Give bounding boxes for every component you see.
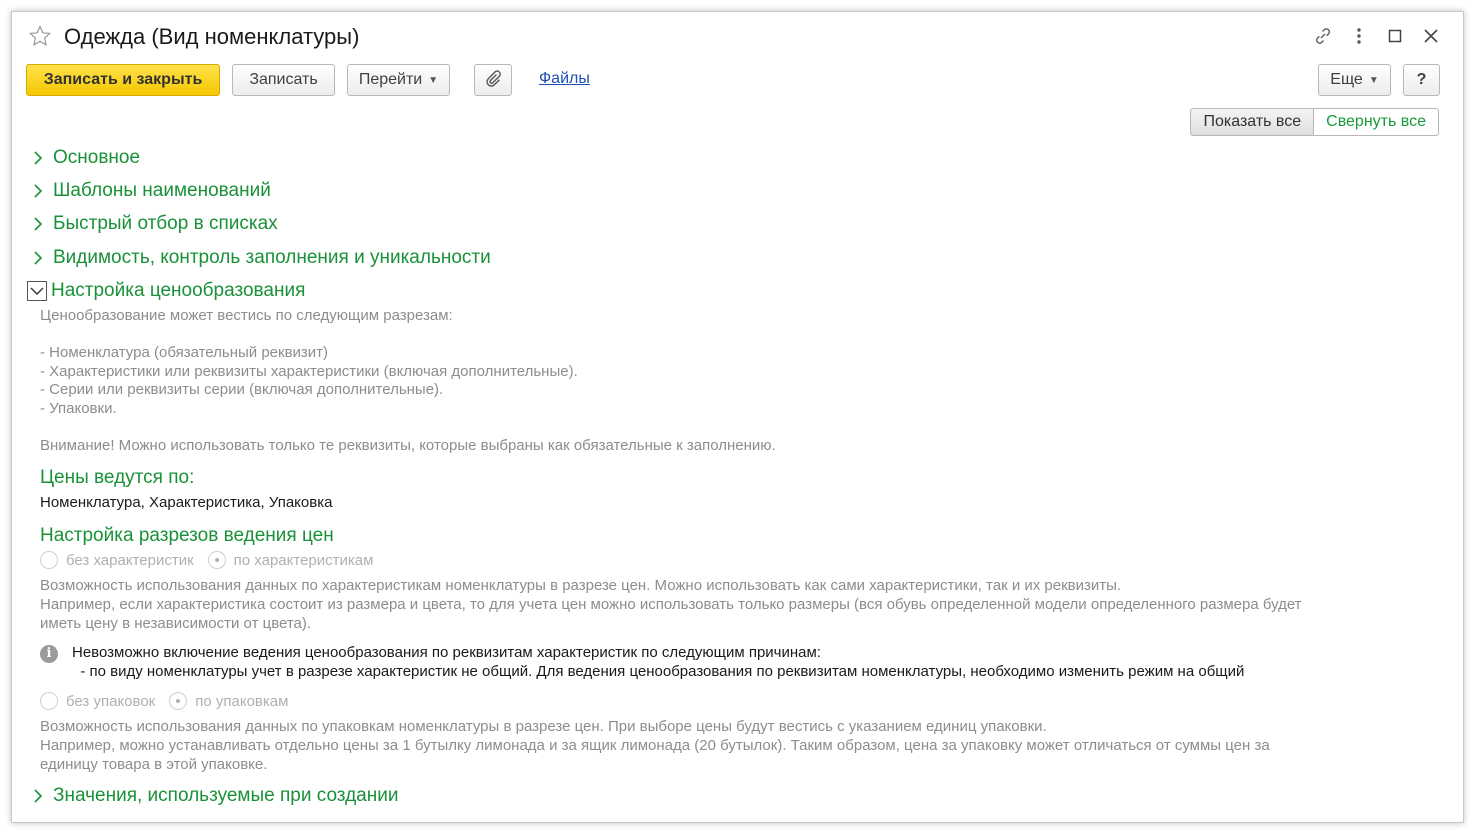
packages-radio-group: [40, 692, 302, 710]
pricing-intro: Ценообразование может вестись по следующим разрезам:: [40, 307, 453, 324]
group-quick-filter-label: Быстрый отбор в списках: [53, 213, 278, 234]
characteristics-description: иметь цену в независимости от цвета).: [40, 615, 312, 632]
group-visibility[interactable]: [30, 247, 491, 269]
goto-button[interactable]: [347, 64, 450, 96]
characteristics-description: Например, если характеристика состоит из размера и цвета, то для учета цен можно использовать только размеры (вся обувь определенной модели определенного размера будет: [40, 596, 1302, 613]
radio-by-packages[interactable]: [169, 692, 187, 710]
goto-label: Перейти: [358, 71, 423, 88]
radio-label: по характеристикам: [233, 551, 374, 569]
files-link[interactable]: Файлы: [539, 70, 590, 87]
slices-title: Настройка разрезов ведения цен: [40, 525, 334, 546]
more-label: Еще: [1330, 71, 1363, 88]
chevron-right-icon: [30, 150, 46, 166]
chevron-down-icon: ▼: [1368, 74, 1379, 86]
command-bar: [26, 64, 1463, 98]
packages-description: Например, можно устанавливать отдельно цены за 1 бутылку лимонада и за ящик лимонада (20 бутылок). Таким образом, цена за упаковку может отличаться от суммы цен за: [40, 737, 1270, 754]
maximize-icon[interactable]: [1377, 24, 1413, 48]
group-pricing[interactable]: [27, 280, 305, 302]
expand-collapse-group: [1190, 108, 1439, 136]
group-name-templates[interactable]: [30, 180, 271, 202]
form-title: Одежда (Вид номенклатуры): [64, 24, 360, 49]
radio-without-characteristics[interactable]: [40, 551, 58, 569]
form-window: [11, 11, 1464, 823]
show-all-button[interactable]: Показать все: [1190, 108, 1314, 136]
pricing-list-item: - Упаковки.: [40, 400, 117, 417]
chevron-right-icon: [30, 788, 46, 804]
pricing-list-item: - Серии или реквизиты серии (включая дополнительные).: [40, 381, 444, 398]
window-controls: [1305, 24, 1449, 48]
group-name-templates-label: Шаблоны наименований: [53, 180, 271, 201]
group-creation-values-label: Значения, используемые при создании: [53, 785, 399, 806]
close-icon[interactable]: [1413, 24, 1449, 48]
characteristics-description: Возможность использования данных по характеристикам номенклатуры в разрезе цен. Можно использовать как сами характеристики, так и их реквизиты.: [40, 577, 1122, 594]
chevron-right-icon: [30, 250, 46, 266]
radio-label: без упаковок: [66, 692, 156, 710]
characteristics-radio-group: [40, 551, 387, 569]
radio-label: без характеристик: [66, 551, 194, 569]
link-icon[interactable]: [1305, 24, 1341, 48]
chevron-right-icon: [30, 216, 46, 232]
save-button[interactable]: Записать: [232, 64, 335, 96]
prices-by-title: Цены ведутся по:: [40, 467, 195, 488]
chevron-down-icon: ▼: [428, 74, 439, 86]
pricing-list-item: - Номенклатура (обязательный реквизит): [40, 344, 329, 361]
group-basic-label: Основное: [53, 147, 141, 168]
group-creation-values[interactable]: [30, 785, 398, 807]
group-visibility-label: Видимость, контроль заполнения и уникальности: [53, 247, 491, 268]
group-pricing-label: Настройка ценообразования: [51, 280, 306, 301]
title-bar: [12, 12, 1463, 60]
info-message: - по виду номенклатуры учет в разрезе характеристик не общий. Для ведения ценообразования по реквизитам номенклатуры, необходимо изменить режим на общий: [72, 663, 1245, 680]
packages-description: единицу товара в этой упаковке.: [40, 756, 268, 773]
prices-by-value: Номенклатура, Характеристика, Упаковка: [40, 494, 333, 511]
chevron-right-icon: [30, 183, 46, 199]
save-and-close-button[interactable]: Записать и закрыть: [26, 64, 220, 96]
info-message: Невозможно включение ведения ценообразования по реквизитам характеристик по следующим причинам:: [72, 644, 821, 661]
info-icon: i: [40, 645, 58, 663]
group-basic[interactable]: [30, 147, 140, 169]
radio-without-packages[interactable]: [40, 692, 58, 710]
packages-description: Возможность использования данных по упаковкам номенклатуры в разрезе цен. При выборе цены будут вестись с указанием единиц упаковки.: [40, 718, 1047, 735]
radio-by-characteristics[interactable]: [208, 551, 226, 569]
more-button[interactable]: [1318, 64, 1391, 96]
radio-label: по упаковкам: [195, 692, 289, 710]
pricing-list-item: - Характеристики или реквизиты характеристики (включая дополнительные).: [40, 363, 578, 380]
help-button[interactable]: ?: [1403, 64, 1440, 96]
attach-button[interactable]: [474, 64, 512, 96]
favorite-star-icon[interactable]: [28, 24, 52, 48]
more-vertical-icon[interactable]: [1341, 24, 1377, 48]
chevron-down-icon: [27, 281, 47, 301]
collapse-all-button[interactable]: Свернуть все: [1314, 108, 1439, 136]
paperclip-icon: [484, 69, 502, 92]
group-quick-filter[interactable]: [30, 213, 278, 235]
pricing-warning: Внимание! Можно использовать только те реквизиты, которые выбраны как обязательные к заполнению.: [40, 437, 776, 454]
